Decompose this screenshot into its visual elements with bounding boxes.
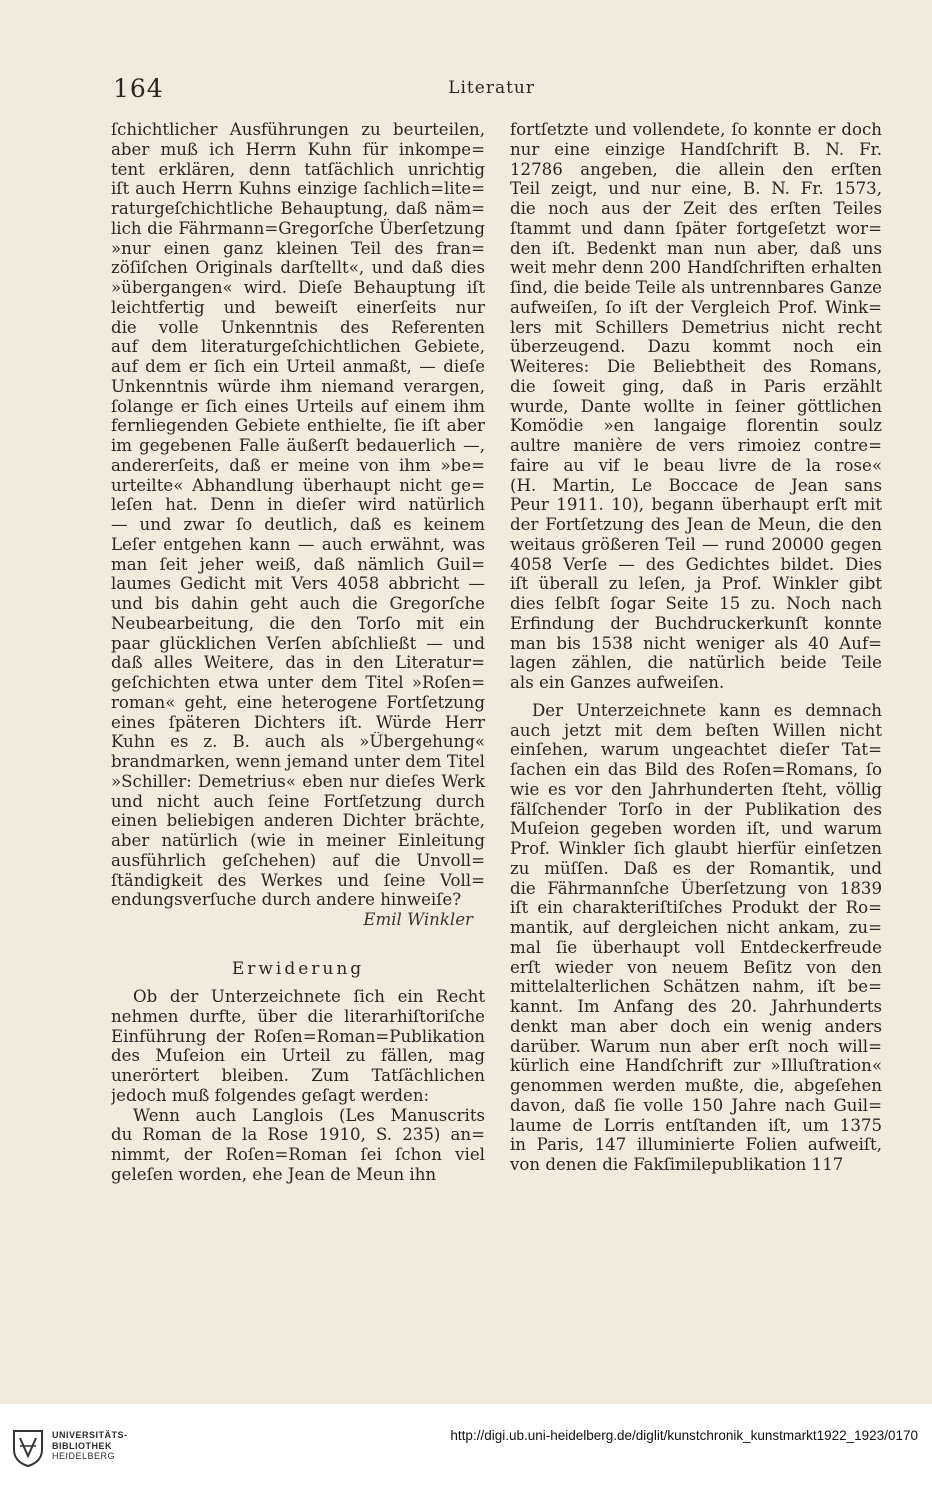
text-line: (H. Martin, Le Boccace de Jean sans [510,475,882,495]
text-line: Neubearbeitung, die den Torſo mit ein [111,613,485,633]
right-column [510,120,882,1175]
text-line: der Fortſetzung des Jean de Meun, die den [510,515,882,534]
text-line: daß alles Weitere, das in den Literatur= [111,653,485,673]
text-line: paar glücklichen Verſen abſchließt — und [111,633,485,653]
text-line: — und zwar ſo deutlich, daß es keinem [111,515,485,534]
text-line: leichtfertig und beweiſt einerſeits nur [111,297,485,317]
text-line: ausführlich geſchehen) auf die Unvoll= [111,850,485,870]
text-line: davon, daß ſie volle 150 Jahre nach Guil= [510,1095,882,1115]
text-line: den iſt. Bedenkt man nun aber, daß uns [510,238,882,258]
page-number: 164 [113,74,164,103]
text-line: aultre manière de vers rimoiez contre= [510,436,882,455]
text-line: laume de Lorris entſtanden iſt, um 1375 [510,1115,882,1135]
text-line: von denen die Fakſimilepublikation 117 [510,1155,844,1174]
text-line: einſehen, warum ungeachtet dieſer Tat= [510,740,882,760]
text-line: 4058 Verſe — des Gedichtes bildet. Dies [510,554,882,574]
text-line: auf dem literaturgeſchichtlichen Gebiete, [111,337,485,357]
text-line: kannt. Im Anfang des 20. Jahrhunderts [510,997,882,1016]
text-line: Prof. Winkler ſich glaubt hierfür einſetzen [510,839,882,858]
text-line: ſind, die beide Teile als untrennbares Ganze [510,278,882,297]
text-line: urteilte« Abhandlung überhaupt nicht ge= [111,475,485,495]
text-line: die noch aus der Zeit des erſten Teiles [510,199,882,218]
text-line: roman« geht, eine heterogene Fortſetzung [111,692,485,712]
text-line: auch jetzt mit dem beſten Willen nicht [510,720,882,740]
text-line: iſt auch Herrn Kuhns einzige ſachlich=lite= [111,179,485,199]
text-line: ſtammt und dann ſpäter fortgeſetzt wor= [510,218,882,238]
library-seal-icon [10,1428,46,1468]
text-line: mantik, auf dergleichen nicht ankam, zu= [510,918,882,937]
text-line: aber muß ich Herrn Kuhn für inkompe= [111,139,485,159]
text-line: Peur 1911. 10), begann überhaupt erſt mit [510,495,882,515]
text-line: fortſetzte und vollendete, ſo konnte er doch [510,120,882,139]
text-line: Ob der Unterzeichnete ſich ein Recht [133,987,485,1006]
section-heading: Erwiderung [231,959,365,979]
text-line: fernliegenden Gebiete enthielte, ſie iſt aber [111,416,485,436]
text-line: die ſoweit ging, daß in Paris erzählt [510,376,882,396]
right-paragraph-2 [510,701,882,1175]
text-line: raturgeſchichtliche Behauptung, daß näm= [111,199,485,218]
text-line: im gegebenen Falle äußerſt bedauerlich —, [111,436,485,455]
page-header [113,74,883,106]
text-line: in Paris, 147 illuminierte Folien aufweiſt, [510,1135,882,1155]
text-line: laumes Gedicht mit Vers 4058 abbricht — [111,574,485,594]
left-paragraph-3 [111,1106,485,1185]
text-line: wie es vor den Jahrhunderten ſteht, völlig [510,779,882,799]
text-line: »Schiller: Demetrius« eben nur dieſes Werk [111,771,485,791]
source-url-link[interactable]: http://digi.ub.uni-heidelberg.de/diglit/kunstchronik_kunstmarkt1922_1923/0170 [450,1428,918,1443]
text-line: Weiteres: Die Beliebtheit des Romans, [510,357,882,376]
text-line: andererſeits, daß er meine von ihm »be= [111,455,485,475]
text-line: unerörtert bleiben. Zum Tatſächlichen [111,1066,485,1085]
text-line: »übergangen« wird. Dieſe Behauptung iſt [111,278,485,297]
text-line: ſachen ein das Bild des Roſen=Romans, ſo [510,760,882,779]
text-line: die Fährmannſche Überſetzung von 1839 [510,878,882,898]
logo-line-3: HEIDELBERG [52,1451,116,1461]
text-line: ſchichtlicher Ausführungen zu beurteilen, [111,120,485,139]
text-line: leſen hat. Denn in dieſer wird natürlich [111,495,485,515]
text-line: jedoch muß folgendes geſagt werden: [111,1085,430,1105]
text-line: kürlich eine Handſchrift zur »Illuſtration« [510,1056,882,1076]
left-paragraph-2 [111,987,485,1106]
text-line: Wenn auch Langlois (Les Manuscrits [133,1105,485,1125]
library-logo-text [52,1430,128,1462]
signature: Emil Winkler [363,910,473,929]
text-line: auf dem er ſich ein Urteil anmaßt, — dieſe [111,357,485,376]
text-line: 12786 angeben, die allein den erſten [510,159,882,179]
logo-line-2: BIBLIOTHEK [52,1440,112,1451]
text-line: Teil zeigt, und nur eine, B. N. Fr. 1573, [510,179,882,199]
text-line: geſchichten etwa unter dem Titel »Roſen= [111,673,485,692]
text-line: du Roman de la Rose 1910, S. 235) an= [111,1125,485,1145]
text-line: und bis dahin geht auch die Gregorſche [111,594,485,613]
text-line: dies ſelbſt ſogar Seite 15 zu. Noch nach [510,594,882,613]
text-line: zu müſſen. Daß es der Romantik, und [510,858,882,878]
text-line: aufweiſen, ſo iſt der Vergleich Prof. Wink= [510,297,882,317]
text-line: Erfindung der Buchdruckerkunſt konnte [510,613,882,633]
text-line: tent erklären, denn tatſächlich unrichtig [111,159,485,179]
text-line: Kuhn es z. B. auch als »Übergehung« [111,732,485,752]
text-line: und nicht auch ſeine Fortſetzung durch [111,791,485,811]
text-line: fälſchender Torſo in der Publikation des [510,799,882,819]
text-line: zöſiſchen Originals darſtellt«, und daß dies [111,258,485,278]
text-line: Der Unterzeichnete kann es demnach [532,700,882,720]
text-line: endungsverſuche durch andere hinweiſe? [111,890,462,910]
text-line: die volle Unkenntnis des Referenten [111,317,485,337]
text-line: man bis 1538 nicht weniger als 40 Auf= [510,633,882,653]
text-line: darüber. Warum nun aber erſt noch will= [510,1036,882,1056]
text-line: faire au vif le beau livre de la rose« [510,455,882,475]
logo-line-1: UNIVERSITÄTS- [52,1430,128,1440]
left-paragraph-1 [111,120,485,910]
text-line: weit mehr denn 200 Handſchriften erhalten [510,258,882,278]
text-line: lich die Fährmann=Gregorſche Überſetzung [111,218,485,238]
text-line: überzeugend. Dazu kommt noch ein [510,337,882,357]
text-line: Komödie »en langaige florentin soulz [510,416,882,436]
text-line: genommen werden mußte, die, abgeſehen [510,1076,882,1095]
running-title: Literatur [448,78,535,98]
text-line: lers mit Schillers Demetrius nicht recht [510,317,882,337]
paragraph-gap [510,693,882,701]
text-line: nur eine einzige Handſchrift B. N. Fr. [510,139,882,159]
text-line: aber natürlich (wie in meiner Einleitung [111,831,485,850]
text-line: iſt überall zu leſen, ja Prof. Winkler gibt [510,574,882,594]
text-line: mittelalterlichen Schätzen nahm, iſt be= [510,977,882,997]
text-line: Unkenntnis würde ihm niemand verargen, [111,376,485,396]
text-line: nimmt, der Roſen=Roman ſei ſchon viel [111,1145,485,1164]
text-line: man ſeit jeher weiß, daß nämlich Guil= [111,554,485,574]
text-line: nehmen durfte, über die literarhiſtoriſche [111,1006,485,1026]
text-line: erſt wieder von neuem Beſitz von den [510,957,882,977]
text-line: wurde, Dante wollte in ſeiner göttlichen [510,396,882,416]
left-column [111,120,485,1185]
text-line: als ein Ganzes aufweiſen. [510,673,725,692]
text-line: Leſer entgehen kann — auch erwähnt, was [111,534,485,554]
text-line: Einführung der Roſen=Roman=Publikation [111,1026,485,1046]
text-line: lagen zählen, die natürlich beide Teile [510,653,882,673]
footer [0,1404,932,1485]
text-line: iſt ein charakteriſtiſches Produkt der Ro= [510,898,882,918]
text-line: Muſeion gegeben worden iſt, und warum [510,819,882,839]
text-line: eines ſpäteren Dichters iſt. Würde Herr [111,712,485,732]
right-paragraph-1 [510,120,882,693]
text-line: ſtändigkeit des Werkes und ſeine Voll= [111,870,485,890]
text-line: brandmarken, wenn jemand unter dem Titel [111,752,485,771]
text-line: ſolange er ſich eines Urteils auf einem ihm [111,396,485,416]
text-line: einen beliebigen anderen Dichter brächte, [111,811,485,831]
text-line: geleſen worden, ehe Jean de Meun ihn [111,1164,437,1184]
text-line: weitaus größeren Teil — rund 20000 gegen [510,534,882,554]
text-line: denkt man aber doch ein wenig anders [510,1016,882,1036]
text-line: des Muſeion ein Urteil zu fällen, mag [111,1046,485,1066]
text-line: mal ſie überhaupt voll Entdeckerfreude [510,937,882,957]
text-line: »nur einen ganz kleinen Teil des fran= [111,238,485,258]
